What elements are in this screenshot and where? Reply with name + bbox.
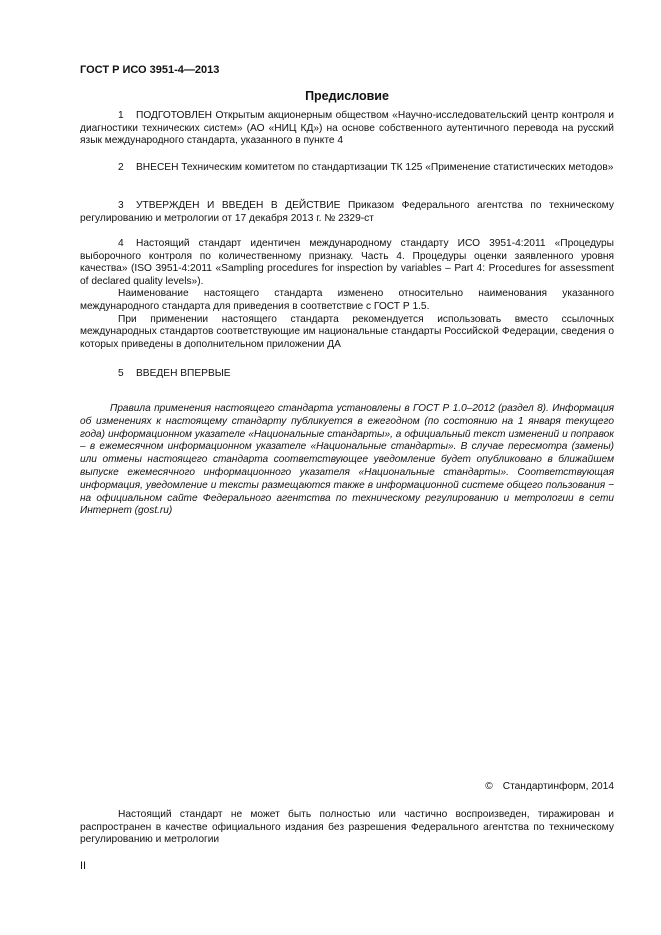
item-text: УТВЕРЖДЕН И ВВЕДЕН В ДЕЙСТВИЕ Приказом Федерального агентства по техническому регулированию и метрологии от 17 декабря 2013 г. № 2329-ст xyxy=(80,200,614,224)
copyright-line xyxy=(485,781,614,792)
foreword-item-3 xyxy=(80,200,614,225)
reproduction-notice: Настоящий стандарт не может быть полностью или частично воспроизведен, тиражирован и распространен в качестве официального издания без разрешения Федерального агентства по техническому регулированию и метрологии xyxy=(80,809,614,846)
item-number: 5 xyxy=(118,368,124,379)
foreword-item-1 xyxy=(80,110,614,148)
foreword-item-4 xyxy=(80,238,614,351)
item-text: Настоящий стандарт идентичен международному стандарту ИСО 3951-4:2011 «Процедуры выборочного контроля по количественному признаку. Часть 4. Процедуры оценки заявленного уровня качества» (ISO 3951-4:2011 «Sampling procedures for inspection by variables – Part 4: Procedures for assessment of declared quality levels»). xyxy=(80,238,614,287)
copyright-icon: © xyxy=(485,781,493,792)
item-text: ВВЕДЕН ВПЕРВЫЕ xyxy=(136,368,231,379)
standard-code: ГОСТ Р ИСО 3951-4—2013 xyxy=(80,64,220,76)
item-text: ПОДГОТОВЛЕН Открытым акционерным обществом «Научно-исследовательский центр контроля и диагностики технических систем» (АО «НИЦ КД») на основе собственного аутентичного перевода на русский язык международного стандарта, указанного в пункте 4 xyxy=(80,110,614,147)
item-4-paragraph-2: Наименование настоящего стандарта изменено относительно наименования указанного международного стандарта для приведения в соответствие с ГОСТ Р 1.5. xyxy=(80,288,614,312)
rules-notice: Правила применения настоящего стандарта установлены в ГОСТ Р 1.0–2012 (раздел 8). Информация об изменениях к настоящему стандарту публикуется в ежегодном (по состоянию на 1 января текущего года) информационном указателе «Национальные стандарты», а официальный текст изменений и поправок – в ежемесячном информационном указателе «Национальные стандарты». В случае пересмотра (замены) или отмены настоящего стандарта соответствующее уведомление будет опубликовано в ближайшем выпуске ежемесячного информационного указателя «Национальные стандарты». Соответствующая информация, уведомление и тексты размещаются также в информационной системе общего пользования − на официальном сайте Федерального агентства по техническому регулированию и метрологии в сети Интернет (gost.ru) xyxy=(80,403,614,517)
copyright-text: Стандартинформ, 2014 xyxy=(502,781,614,792)
page-title: Предисловие xyxy=(305,89,389,103)
foreword-item-2 xyxy=(80,162,614,175)
item-4-paragraph-1 xyxy=(80,238,614,288)
page-number: II xyxy=(80,860,87,872)
item-number: 4 xyxy=(118,238,124,249)
item-number: 3 xyxy=(118,200,124,211)
foreword-item-5 xyxy=(80,368,614,381)
item-4-paragraph-3: При применении настоящего стандарта рекомендуется использовать вместо ссылочных международных стандартов соответствующие им национальные стандарты Российской Федерации, сведения о которых приведены в дополнительном приложении ДА xyxy=(80,313,614,350)
item-number: 1 xyxy=(118,110,124,121)
item-text: ВНЕСЕН Техническим комитетом по стандартизации ТК 125 «Применение статистических методов» xyxy=(136,162,614,173)
item-number: 2 xyxy=(118,162,124,173)
